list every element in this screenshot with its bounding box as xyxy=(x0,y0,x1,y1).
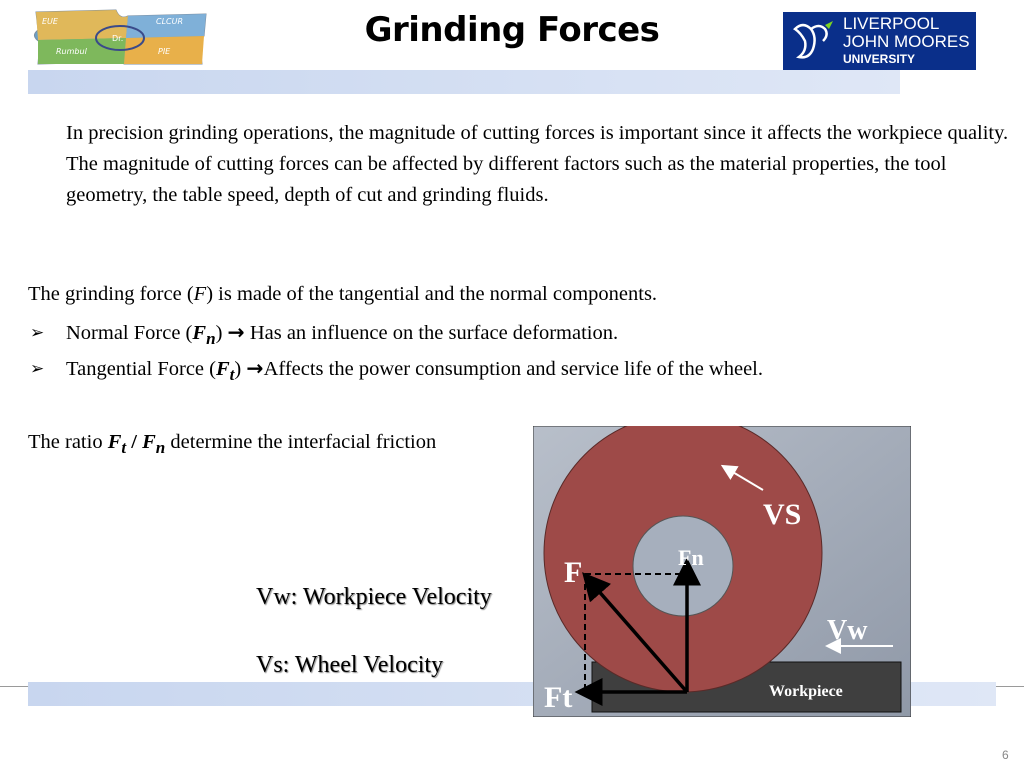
bullet-arrow-icon: ➢ xyxy=(30,359,45,378)
normal-force-item xyxy=(66,320,618,349)
liver-bird-icon xyxy=(789,19,837,63)
ljmu-logo-line-1: LIVERPOOL xyxy=(843,14,940,33)
vw-legend: Vw: Workpiece Velocity xyxy=(256,584,492,610)
vs-diagram-label: VS xyxy=(763,498,802,531)
force-line-prefix: The grinding force ( xyxy=(28,283,194,305)
normal-prefix: Normal Force ( xyxy=(66,322,193,344)
tangential-subscript: t xyxy=(229,365,235,385)
ratio-prefix: The ratio xyxy=(28,431,108,453)
normal-subscript: n xyxy=(206,329,216,349)
puzzle-logo-text-4: Rumbul xyxy=(56,47,87,56)
tangential-prefix: Tangential Force ( xyxy=(66,358,216,380)
grinding-force-diagram xyxy=(533,426,911,717)
vs-legend: Vs: Wheel Velocity xyxy=(256,652,444,678)
tangential-arrow-icon: → xyxy=(246,356,264,380)
force-definition xyxy=(28,283,657,306)
ratio-numerator-sub: t xyxy=(121,438,127,458)
puzzle-logo-text-5: PIE xyxy=(158,47,171,56)
ratio-line xyxy=(28,431,436,458)
normal-arrow-icon: → xyxy=(227,320,245,344)
tangential-suffix: ) xyxy=(234,358,247,380)
bullet-arrow-icon: ➢ xyxy=(30,323,45,342)
fn-label: Fn xyxy=(678,545,704,570)
f-label: F xyxy=(564,556,583,589)
tangential-symbol: F xyxy=(215,358,230,380)
tangential-force-item xyxy=(66,356,763,385)
ratio-slash: / xyxy=(126,431,143,453)
normal-suffix: ) xyxy=(215,322,228,344)
normal-symbol: F xyxy=(192,322,207,344)
puzzle-logo-text-3: Dr. xyxy=(112,34,124,43)
puzzle-logo-text-1: EUE xyxy=(42,17,58,26)
page-number: 6 xyxy=(1002,748,1009,762)
ratio-denominator: F xyxy=(142,431,156,453)
tangential-description: Affects the power consumption and service life of the wheel. xyxy=(263,358,763,380)
header-accent-bar xyxy=(28,70,900,94)
ratio-denominator-sub: n xyxy=(155,438,166,458)
vw-diagram-label: Vw xyxy=(827,615,868,646)
puzzle-logo-text-2: CLCUR xyxy=(156,17,184,26)
intro-paragraph: In precision grinding operations, the magnitude of cutting forces is important since it affects the workpiece quality. The magnitude of cutting forces can be affected by different factors such as the material properties, the tool geometry, the table speed, depth of cut and grinding fluids. xyxy=(66,122,1009,206)
ratio-numerator: F xyxy=(107,431,122,453)
normal-description: Has an influence on the surface deformation. xyxy=(244,322,619,344)
force-symbol: F xyxy=(193,283,207,305)
ljmu-logo xyxy=(783,12,976,70)
force-line-suffix: ) is made of the tangential and the normal components. xyxy=(206,283,658,305)
ratio-suffix: determine the interfacial friction xyxy=(165,431,437,453)
ljmu-logo-line-3: UNIVERSITY xyxy=(843,52,916,66)
ft-label: Ft xyxy=(544,681,573,714)
workpiece-label: Workpiece xyxy=(769,683,843,700)
page-title: Grinding Forces xyxy=(364,10,660,50)
ljmu-logo-line-2: JOHN MOORES xyxy=(843,32,970,51)
